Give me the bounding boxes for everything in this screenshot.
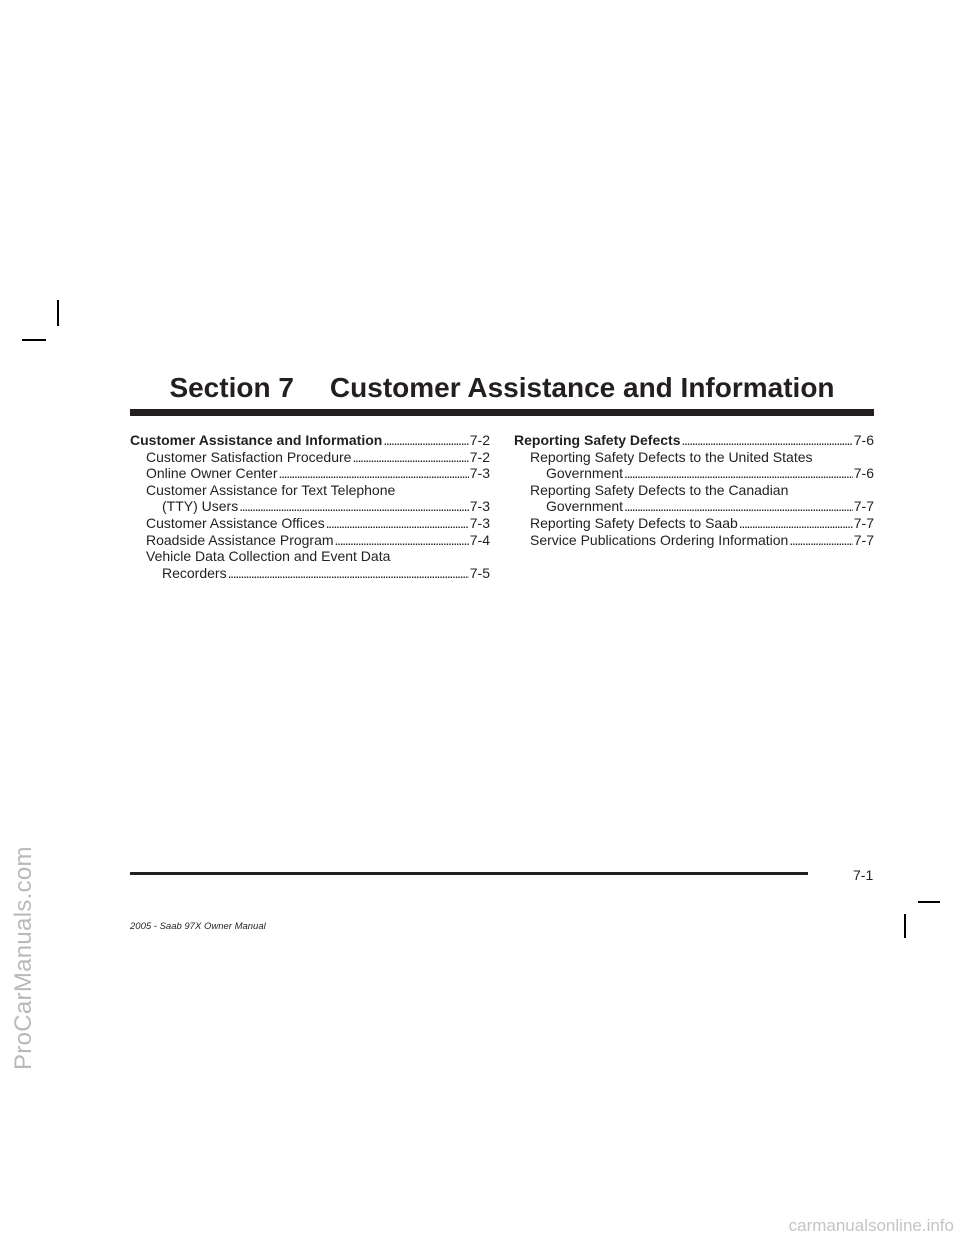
toc-entry-title: Service Publications Ordering Information bbox=[530, 531, 789, 548]
toc-entry-title: Recorders bbox=[162, 564, 227, 581]
dot-leader bbox=[239, 498, 469, 515]
toc-entry-title: (TTY) Users bbox=[162, 498, 239, 515]
toc-page-ref: 7-6 bbox=[853, 465, 874, 482]
toc-page-ref: 7-3 bbox=[469, 498, 490, 515]
toc-page-ref: 7-5 bbox=[469, 564, 490, 581]
dot-leader bbox=[739, 515, 853, 532]
toc-entry[interactable] bbox=[514, 515, 874, 532]
dot-leader bbox=[326, 515, 469, 532]
toc-entry[interactable] bbox=[130, 565, 490, 582]
toc-entry[interactable] bbox=[130, 532, 490, 549]
toc-entry-text: Reporting Safety Defects to the Canadian bbox=[530, 481, 789, 498]
watermark-text: ProCarManuals.com bbox=[10, 846, 37, 1070]
dot-leader bbox=[789, 532, 852, 549]
toc-right-column bbox=[514, 432, 874, 548]
dot-leader bbox=[624, 465, 853, 482]
site-tag: carmanualsonline.info bbox=[788, 1216, 954, 1235]
toc-page-ref: 7-4 bbox=[469, 531, 490, 548]
toc-main-entry[interactable] bbox=[130, 432, 490, 449]
toc-entry-title: Customer Assistance Offices bbox=[146, 514, 325, 531]
dot-leader bbox=[383, 432, 468, 449]
toc-entry[interactable] bbox=[130, 465, 490, 482]
toc-entry-title: Reporting Safety Defects to Saab bbox=[530, 514, 738, 531]
toc-page-ref: 7-7 bbox=[853, 514, 874, 531]
toc-entry-title: Roadside Assistance Program bbox=[146, 531, 334, 548]
dot-leader bbox=[681, 432, 852, 449]
section-heading: Customer Assistance and Information bbox=[329, 372, 835, 403]
toc-entry[interactable] bbox=[514, 465, 874, 482]
toc-entry-title: Customer Satisfaction Procedure bbox=[146, 448, 352, 465]
toc-main-entry[interactable] bbox=[514, 432, 874, 449]
toc-page-ref: 7-7 bbox=[853, 531, 874, 548]
section-title bbox=[130, 372, 874, 404]
toc-entry-title: Government bbox=[546, 498, 624, 515]
toc-entry-title: Reporting Safety Defects bbox=[514, 432, 681, 448]
dot-leader bbox=[335, 532, 469, 549]
crop-mark-top-vertical bbox=[57, 300, 59, 326]
toc-page-ref: 7-3 bbox=[469, 465, 490, 482]
toc-entry-title: Online Owner Center bbox=[146, 465, 278, 482]
toc-left-column bbox=[130, 432, 490, 581]
toc-page-ref: 7-3 bbox=[469, 514, 490, 531]
toc-entry[interactable] bbox=[130, 498, 490, 515]
toc-page-ref: 7-7 bbox=[853, 498, 874, 515]
toc-entry-text: Vehicle Data Collection and Event Data bbox=[146, 548, 391, 565]
toc-page-ref: 7-2 bbox=[469, 448, 490, 465]
dot-leader bbox=[228, 565, 469, 582]
toc-entry[interactable] bbox=[130, 515, 490, 532]
toc-page-ref: 7-6 bbox=[853, 432, 874, 448]
crop-mark-top-horizontal bbox=[22, 339, 46, 341]
footer-note: 2005 - Saab 97X Owner Manual bbox=[130, 921, 266, 932]
crop-mark-bottom-vertical bbox=[904, 914, 906, 938]
toc-page-ref: 7-2 bbox=[469, 432, 490, 448]
toc-entry-title: Customer Assistance and Information bbox=[130, 432, 383, 448]
dot-leader bbox=[279, 465, 469, 482]
toc-entry-title: Government bbox=[546, 465, 624, 482]
dot-leader bbox=[624, 498, 853, 515]
footer-rule bbox=[130, 872, 808, 875]
toc-entry[interactable] bbox=[514, 498, 874, 515]
toc-entry-text: Customer Assistance for Text Telephone bbox=[146, 481, 396, 498]
section-label: Section 7 bbox=[169, 372, 294, 403]
crop-mark-bottom-horizontal bbox=[918, 901, 940, 903]
section-rule bbox=[130, 409, 874, 416]
toc-entry[interactable] bbox=[514, 532, 874, 549]
dot-leader bbox=[352, 449, 468, 466]
toc-entry[interactable] bbox=[130, 449, 490, 466]
toc-entry-text: Reporting Safety Defects to the United States bbox=[530, 448, 813, 465]
page-number: 7-1 bbox=[853, 867, 874, 883]
